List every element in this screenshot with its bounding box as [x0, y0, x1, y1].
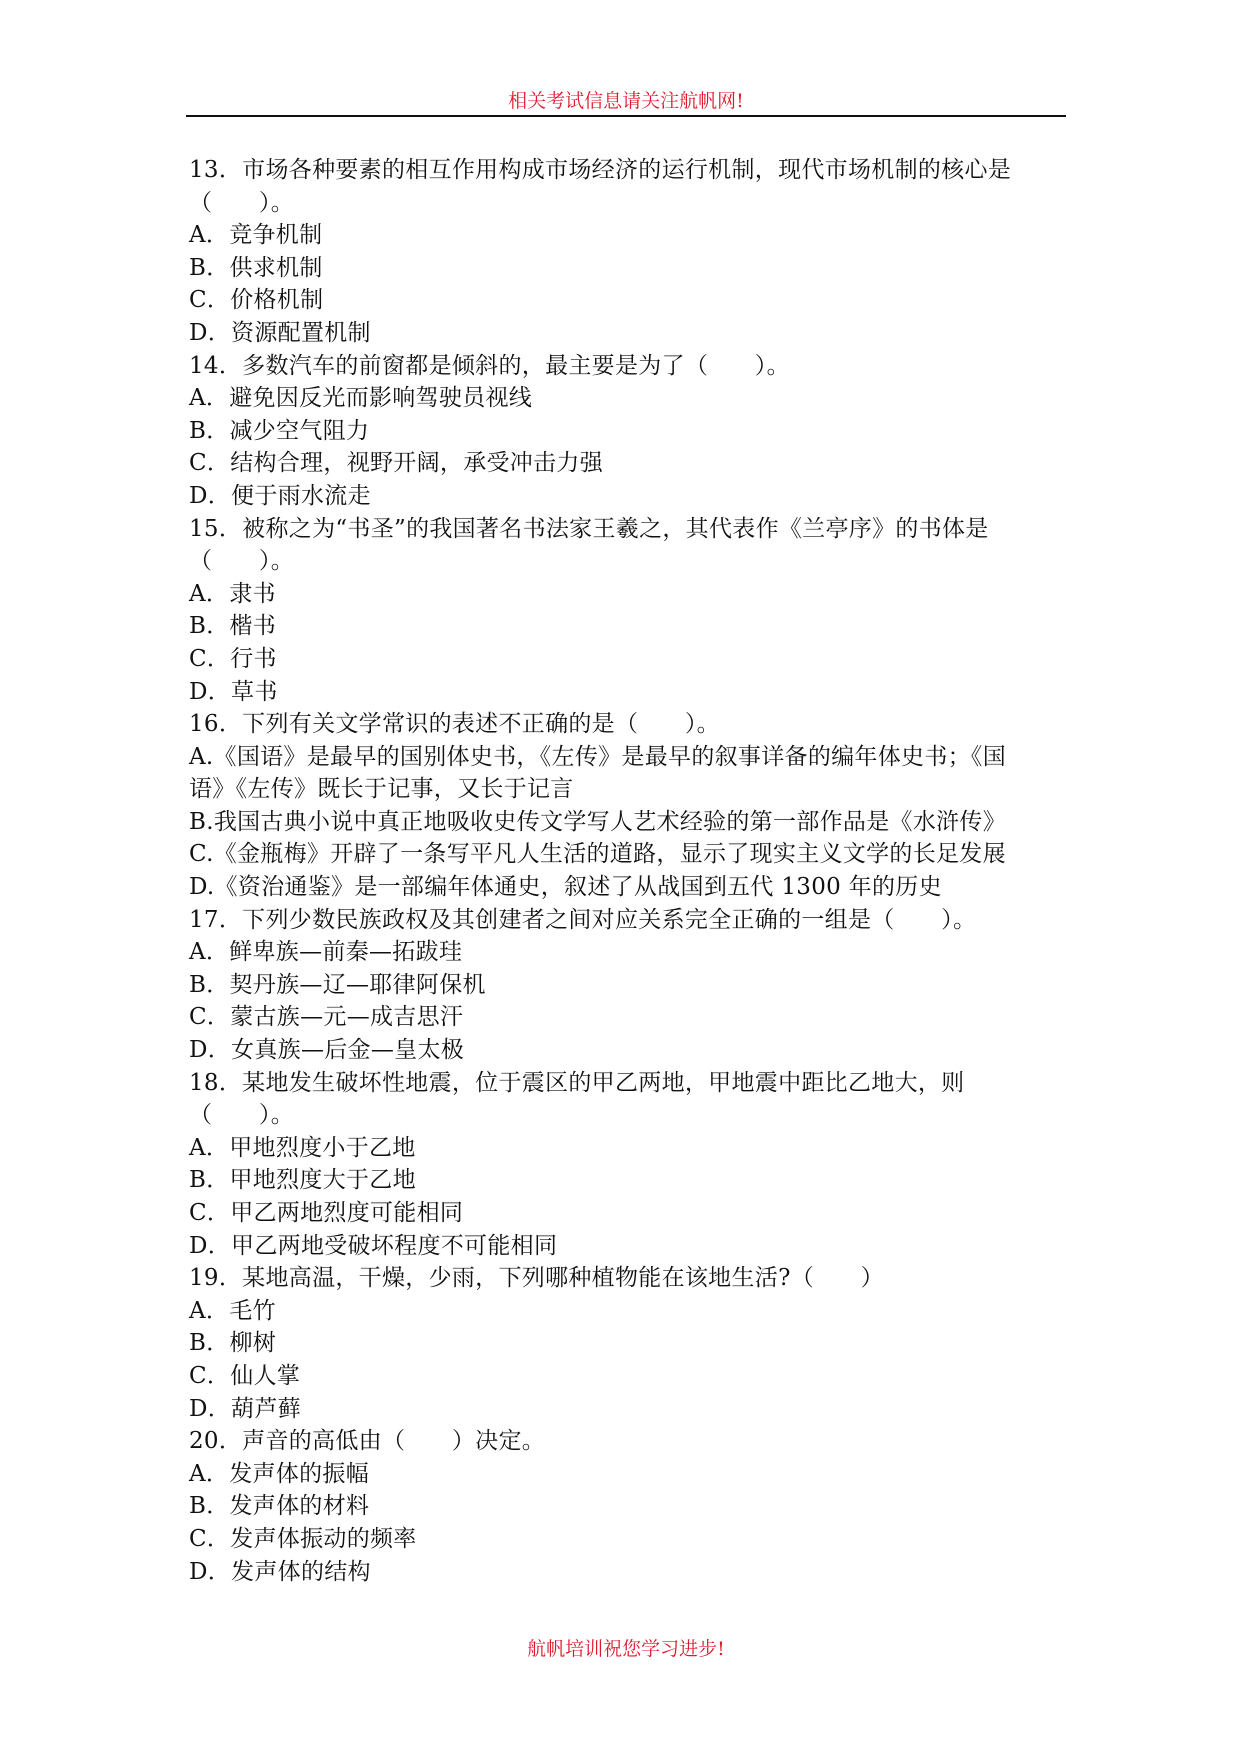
q15-stem-cont: （ ）。 [189, 548, 294, 575]
q16-option-a-cont: 语》《左传》既长于记事，又长于记言 [189, 776, 574, 803]
q16-option-c: C.《金瓶梅》开辟了一条写平凡人生活的道路，显示了现实主义文学的长足发展 [189, 841, 1006, 868]
q19-option-a: A．毛竹 [189, 1297, 276, 1324]
q17-option-d: D．女真族—后金—皇太极 [189, 1037, 465, 1064]
q19-option-b: B．柳树 [189, 1330, 277, 1357]
q15-option-c: C．行书 [189, 645, 277, 672]
q15-option-d: D．草书 [189, 678, 278, 705]
q17-option-c: C．蒙古族—元—成吉思汗 [189, 1004, 464, 1031]
q17-stem: 17．下列少数民族政权及其创建者之间对应关系完全正确的一组是（ ）。 [189, 906, 977, 933]
q13-option-c: C．价格机制 [189, 287, 324, 314]
q13-stem-cont: （ ）。 [189, 189, 294, 216]
q20-option-b: B．发声体的材料 [189, 1493, 370, 1520]
q13-option-a: A．竞争机制 [189, 222, 323, 249]
q15-stem: 15．被称之为“书圣”的我国著名书法家王羲之，其代表作《兰亭序》的书体是 [189, 515, 989, 542]
question-list [189, 154, 1069, 1588]
q18-stem: 18．某地发生破坏性地震，位于震区的甲乙两地，甲地震中距比乙地大，则 [189, 1069, 965, 1096]
q13-stem: 13．市场各种要素的相互作用构成市场经济的运行机制，现代市场机制的核心是 [189, 157, 1012, 183]
q19-stem: 19．某地高温，干燥，少雨，下列哪种植物能在该地生活?（ ） [189, 1265, 884, 1292]
q13-option-b: B．供求机制 [189, 254, 323, 281]
q14-option-a: A．避免因反光而影响驾驶员视线 [189, 385, 533, 412]
q17-option-b: B．契丹族—辽—耶律阿保机 [189, 971, 486, 998]
q19-option-c: C．仙人掌 [189, 1362, 301, 1389]
q14-stem: 14．多数汽车的前窗都是倾斜的，最主要是为了（ ）。 [189, 352, 790, 379]
q14-option-d: D．便于雨水流走 [189, 482, 371, 509]
q17-option-a: A．鲜卑族—前秦—拓跋珪 [189, 939, 463, 966]
q16-option-b: B.我国古典小说中真正地吸收史传文学写人艺术经验的第一部作品是《水浒传》 [189, 808, 1007, 835]
q14-option-b: B．减少空气阻力 [189, 417, 370, 444]
q18-option-d: D．甲乙两地受破坏程度不可能相同 [189, 1232, 558, 1259]
q18-option-c: C．甲乙两地烈度可能相同 [189, 1200, 464, 1226]
q20-option-a: A．发声体的振幅 [189, 1460, 370, 1487]
q19-option-d: D．葫芦藓 [189, 1395, 301, 1422]
q15-option-a: A．隶书 [189, 580, 276, 607]
page-footer: 航帆培训祝您学习进步! [527, 1638, 725, 1660]
q16-stem: 16．下列有关文学常识的表述不正确的是（ ）。 [189, 711, 720, 738]
q13-option-d: D．资源配置机制 [189, 319, 371, 346]
q20-option-d: D．发声体的结构 [189, 1558, 371, 1585]
q20-option-c: C．发声体振动的频率 [189, 1525, 417, 1552]
q16-option-a: A.《国语》是最早的国别体史书，《左传》是最早的叙事详备的编年体史书；《国 [189, 743, 1007, 770]
q15-option-b: B．楷书 [189, 613, 277, 640]
q20-stem: 20．声音的高低由（ ）决定。 [189, 1428, 546, 1455]
q16-option-d: D.《资治通鉴》是一部编年体通史，叙述了从战国到五代 1300 年的历史 [189, 874, 942, 901]
q18-stem-cont: （ ）。 [189, 1102, 294, 1129]
q14-option-c: C．结构合理，视野开阔，承受冲击力强 [189, 450, 603, 477]
header-divider [186, 115, 1066, 117]
q18-option-a: A．甲地烈度小于乙地 [189, 1134, 416, 1161]
page-header: 相关考试信息请关注航帆网! [508, 90, 744, 112]
q18-option-b: B．甲地烈度大于乙地 [189, 1167, 416, 1194]
